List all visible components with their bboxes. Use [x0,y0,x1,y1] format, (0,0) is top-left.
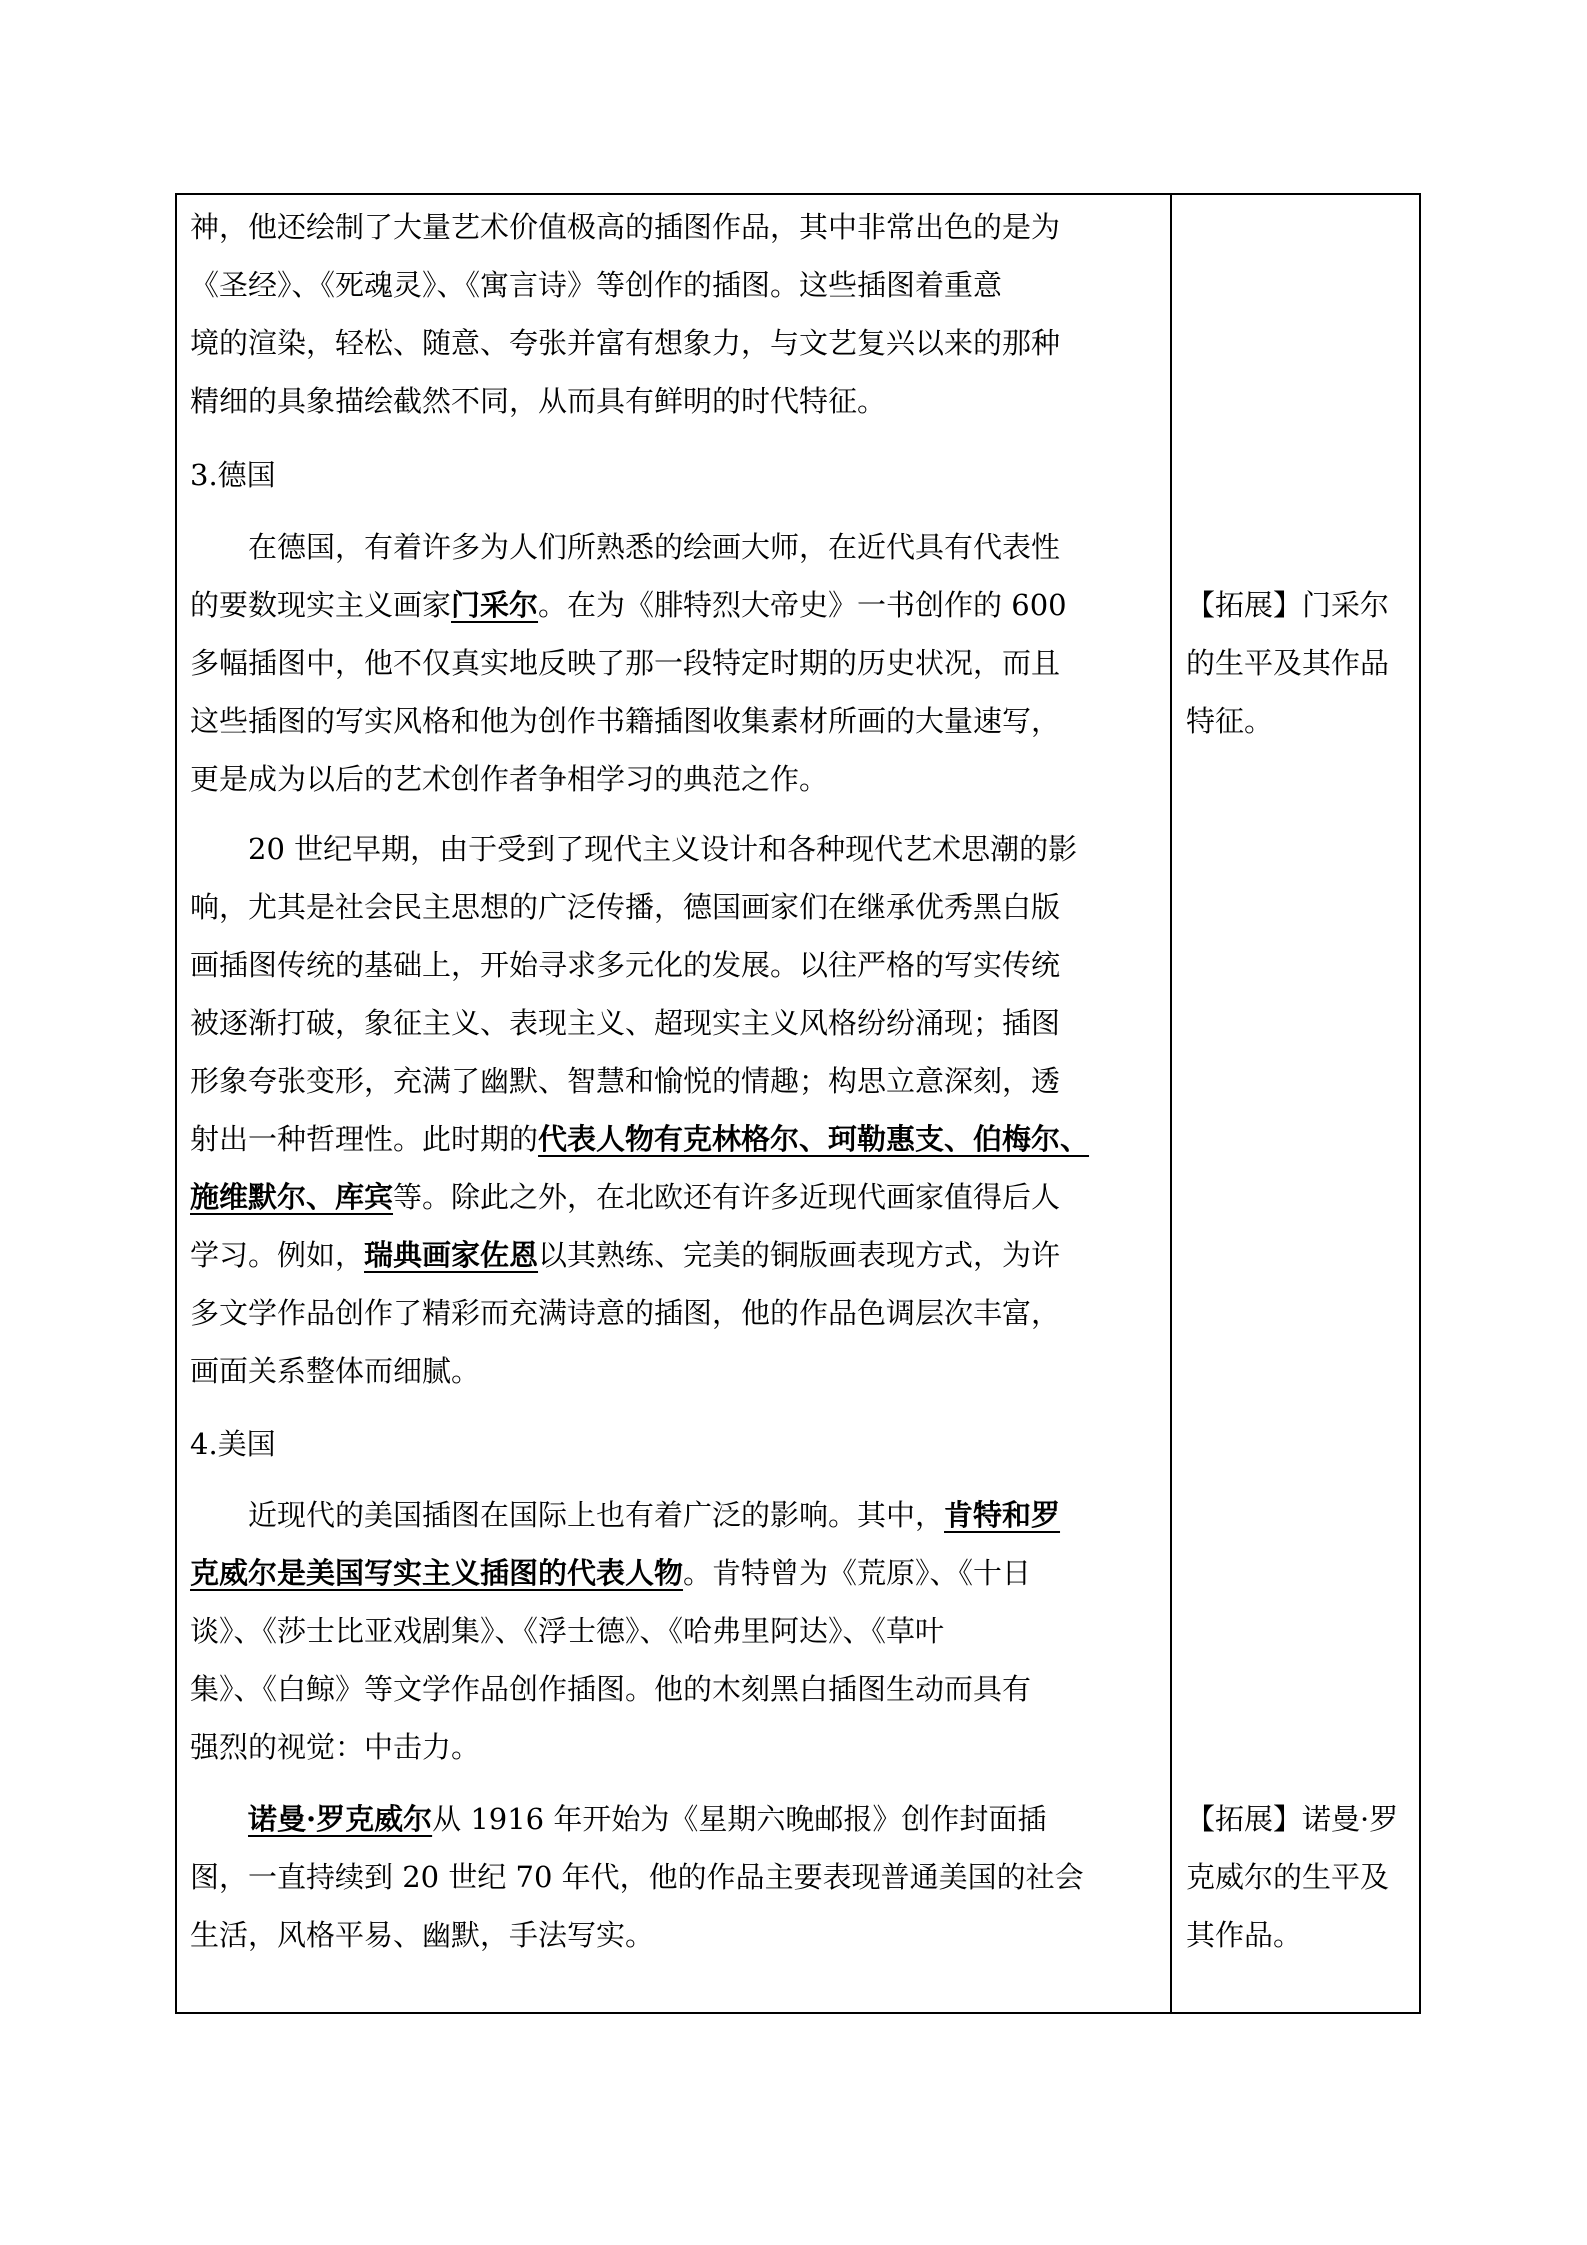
text-line: 神，他还绘制了大量艺术价值极高的插图作品，其中非常出色的是为 [190,210,1061,244]
text-line: 学习。例如，瑞典画家佐恩以其熟练、完美的铜版画表现方式，为许 [190,1238,1061,1272]
extension-note-rockwell: 其作品。 [1186,1918,1303,1952]
text-line: 多幅插图中，他不仅真实地反映了那一段特定时期的历史状况，而且 [190,646,1061,680]
text-line: 这些插图的写实风格和他为创作书籍插图收集素材所画的大量速写， [190,704,1061,738]
text-line: 强烈的视觉：中击力。 [190,1730,481,1764]
text-line: 形象夸张变形，充满了幽默、智慧和愉悦的情趣；构思立意深刻，透 [190,1064,1061,1098]
extension-note-menzel: 【拓展】门采尔 [1186,588,1390,622]
text-line: 《圣经》、《死魂灵》、《寓言诗》等创作的插图。这些插图着重意 [190,268,1003,302]
text-line: 画插图传统的基础上，开始寻求多元化的发展。以往严格的写实传统 [190,948,1061,982]
text-line: 图，一直持续到 20 世纪 70 年代，他的作品主要表现普通美国的社会 [190,1860,1084,1894]
highlight-zorn: 瑞典画家佐恩 [364,1238,539,1272]
text-line: 谈》、《莎士比亚戏剧集》、《浮士德》、《哈弗里阿达》、《草叶 [190,1614,945,1648]
text-line: 集》、《白鲸》等文学作品创作插图。他的木刻黑白插图生动而具有 [190,1672,1032,1706]
highlight-german-artists-cont: 施维默尔、库宾 [190,1180,394,1214]
text-line: 诺曼·罗克威尔从 1916 年开始为《星期六晚邮报》创作封面插 [248,1802,1047,1836]
highlight-kent-rockwell-cont: 克威尔是美国写实主义插图的代表人物 [190,1556,684,1590]
text-line: 的要数现实主义画家门采尔。在为《腓特烈大帝史》一书创作的 600 [190,588,1067,622]
highlight-german-artists: 代表人物有克林格尔、珂勒惠支、伯梅尔、 [538,1122,1090,1156]
lesson-table [175,193,1421,2014]
text-line: 施维默尔、库宾等。除此之外，在北欧还有许多近现代画家值得后人 [190,1180,1061,1214]
text-line: 在德国，有着许多为人们所熟悉的绘画大师，在近代具有代表性 [248,530,1061,564]
text-line: 更是成为以后的艺术创作者争相学习的典范之作。 [190,762,829,796]
text-line: 多文学作品创作了精彩而充满诗意的插图，他的作品色调层次丰富， [190,1296,1061,1330]
text-line: 响，尤其是社会民主思想的广泛传播，德国画家们在继承优秀黑白版 [190,890,1061,924]
text-line: 近现代的美国插图在国际上也有着广泛的影响。其中，肯特和罗 [248,1498,1061,1532]
text-line: 射出一种哲理性。此时期的代表人物有克林格尔、珂勒惠支、伯梅尔、 [190,1122,1090,1156]
section-heading-usa: 4.美国 [190,1427,276,1461]
highlight-kent-rockwell: 肯特和罗 [944,1498,1061,1532]
highlight-norman-rockwell: 诺曼·罗克威尔 [248,1802,433,1836]
text-line: 境的渲染，轻松、随意、夸张并富有想象力，与文艺复兴以来的那种 [190,326,1061,360]
extension-note-menzel: 特征。 [1186,704,1274,738]
section-heading-germany: 3.德国 [190,458,276,492]
text-line: 精细的具象描绘截然不同，从而具有鲜明的时代特征。 [190,384,887,418]
text-line: 被逐渐打破，象征主义、表现主义、超现实主义风格纷纷涌现；插图 [190,1006,1061,1040]
extension-note-rockwell: 克威尔的生平及 [1186,1860,1390,1894]
extension-note-rockwell: 【拓展】诺曼·罗 [1186,1802,1399,1836]
highlight-menzel: 门采尔 [451,588,539,622]
text-line: 画面关系整体而细腻。 [190,1354,481,1388]
text-line: 20 世纪早期，由于受到了现代主义设计和各种现代艺术思潮的影 [248,832,1078,866]
column-divider [1170,195,1172,2012]
extension-note-menzel: 的生平及其作品 [1186,646,1390,680]
text-line: 克威尔是美国写实主义插图的代表人物。肯特曾为《荒原》、《十日 [190,1556,1032,1590]
text-line: 生活，风格平易、幽默，手法写实。 [190,1918,655,1952]
